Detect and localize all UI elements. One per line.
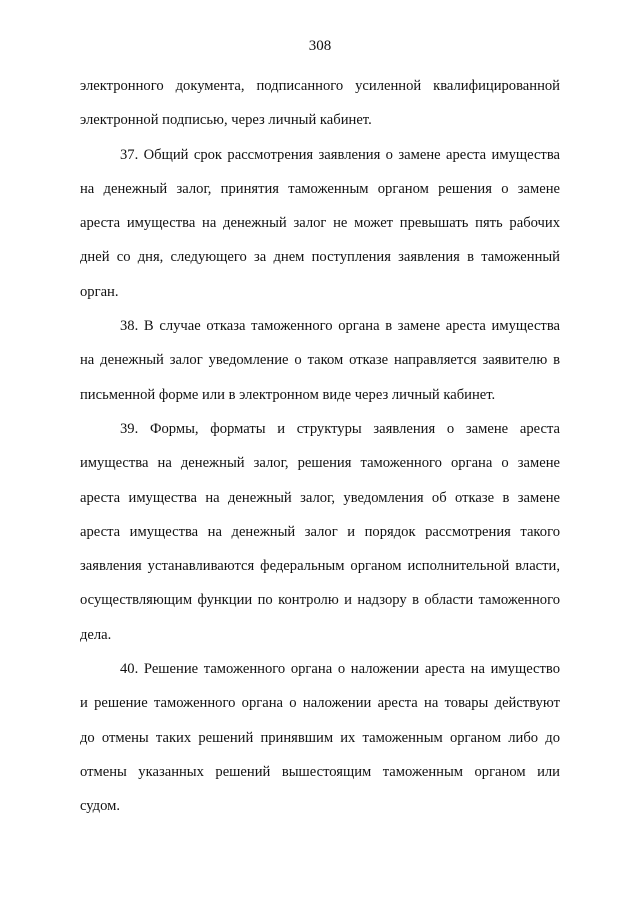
text-line: электронного документа, подписанного усиленной квалифицированной (80, 78, 560, 94)
paragraph-37 (80, 138, 560, 309)
text-line: осуществляющим функции по контролю и надзору в области таможенного (80, 592, 560, 609)
text-line: письменной форме или в электронном виде через личный кабинет. (80, 386, 496, 403)
text-line: дела. (80, 626, 112, 643)
text-line: и решение таможенного органа о наложении ареста на товары действуют (80, 695, 560, 712)
text-line: ареста имущества на денежный залог, уведомления об отказе в замене (80, 489, 560, 506)
text-line: орган. (80, 283, 119, 300)
paragraph-40 (80, 652, 560, 823)
text-line: ареста имущества на денежный залог и порядок рассмотрения такого (80, 523, 560, 540)
text-line: 37. Общий срок рассмотрения заявления о замене ареста имущества (120, 146, 560, 163)
document-body (80, 69, 560, 824)
text-line: дней со дня, следующего за днем поступления заявления в таможенный (80, 249, 560, 266)
text-line: ареста имущества на денежный залог не может превышать пять рабочих (80, 215, 560, 232)
text-line: судом. (80, 798, 120, 815)
text-line: 39. Формы, форматы и структуры заявления о замене ареста (120, 420, 560, 437)
page-number: 308 (308, 38, 332, 54)
text-line: заявления устанавливаются федеральным органом исполнительной власти, (80, 558, 560, 575)
paragraph-38 (80, 309, 560, 412)
text-line: до отмены таких решений принявшим их таможенным органом либо до (80, 729, 560, 746)
text-line: имущества на денежный залог, решения таможенного органа о замене (80, 455, 560, 472)
text-line: электронной подписью, через личный кабинет. (80, 112, 372, 129)
text-line: 38. В случае отказа таможенного органа в замене ареста имущества (120, 318, 560, 335)
text-line: на денежный залог, принятия таможенным органом решения о замене (80, 180, 560, 197)
paragraph-39 (80, 412, 560, 652)
text-line: отмены указанных решений вышестоящим таможенным органом или (80, 763, 560, 780)
paragraph-continuation (80, 69, 560, 138)
text-line: на денежный залог уведомление о таком отказе направляется заявителю в (80, 352, 560, 369)
text-line: 40. Решение таможенного органа о наложении ареста на имущество (120, 661, 560, 678)
